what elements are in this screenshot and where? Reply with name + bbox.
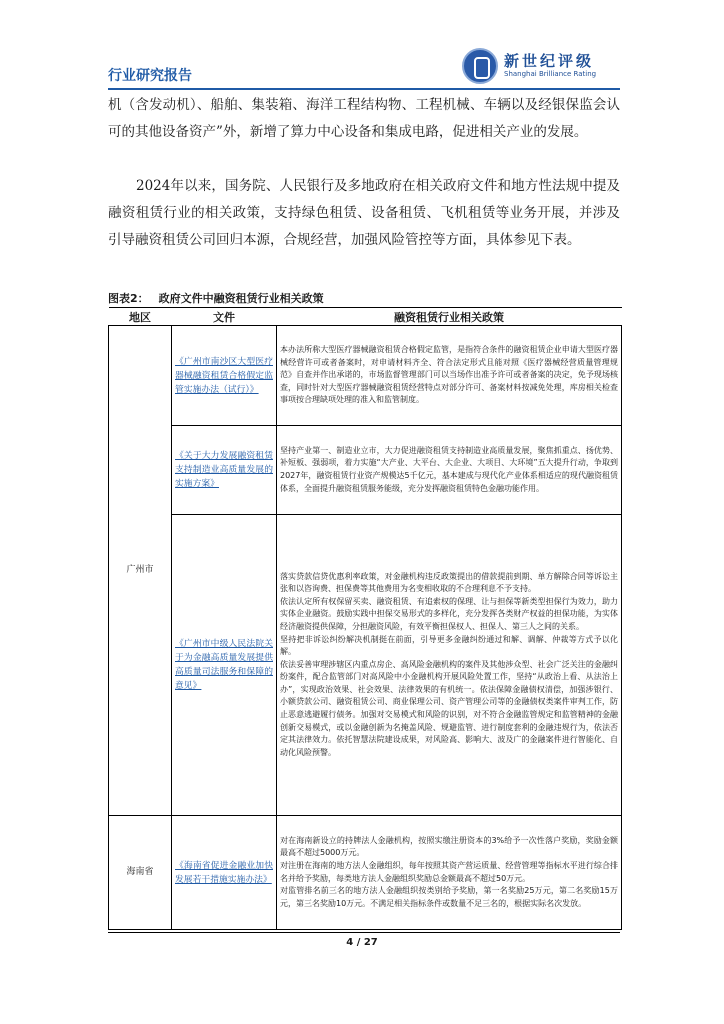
file-link[interactable]: 《海南省促进金融业加快发展若干措施实施办法》 [172,816,277,930]
footer-divider [108,932,620,933]
header-region: 地区 [109,308,172,326]
logo-emblem-icon [462,48,498,84]
region-guangzhou: 广州市 [109,326,172,816]
header-divider [108,88,620,90]
file-link[interactable]: 《广州市中级人民法院关于为金融高质量发展提供高质量司法服务和保障的意见》 [172,515,277,816]
caption-title: 政府文件中融资租赁行业相关政策 [158,292,324,305]
body-paragraph-2: 2024年以来，国务院、人民银行及多地政府在相关政府文件和地方性法规中提及融资租赁行业的相关政策，支持绿色租赁、设备租赁、飞机租赁等业务开展，并涉及引导融资租赁公司回归本源，合规经营，加强风险管控等方面，具体参见下表。 [108,178,620,248]
header-file: 文件 [172,308,277,326]
logo-chinese-name: 新世纪评级 [504,52,595,70]
file-link[interactable]: 《广州市南沙区大型医疗器械融资租赁合格假定监管实施办法（试行）》 [172,326,277,426]
policy-text: 本办法所称大型医疗器械融资租赁合格假定监管，是指符合条件的融资租赁企业申请大型医疗器械经营许可或者备案时，对申请材料齐全、符合法定形式且能对照《医疗器械经营质量管理规范》自查并作出承诺的，市场监督管理部门可以当场作出准予许可或者备案的决定，免予现场核查，同时针对大型医疗器械融资租赁经营特点对部分许可、备案材料按减免处理，库房相关检查事项按合理缺项处理的准入和监管制度。 [277,326,622,426]
body-paragraph-1: 机（含发动机）、船舶、集装箱、海洋工程结构物、工程机械、车辆以及经银保监会认可的其他设备资产”外，新增了算力中心设备和集成电路，促进相关产业的发展。 [108,97,620,140]
policy-text: 对在海南新设立的持牌法人金融机构，按照实缴注册资本的3%给予一次性落户奖励，奖励金额最高不超过5000万元。 对注册在海南的地方法人金融组织，每年按照其资产营运质量、经营管理等指标水平进行综合排名并给予奖励，每类地方法人金融组织奖励总金额最高不超过50万元。 对监管排名前三名的地方法人金融组织按类别给予奖励，第一名奖励25万元，第二名奖励15万元，第三名奖励10万元。不满足相关指标条件或数量不足三名的，根据实际名次发放。 [277,816,622,930]
table-row [109,426,622,515]
report-type-title: 行业研究报告 [108,68,192,84]
policy-table [108,307,622,930]
table-row [109,326,622,426]
region-hainan: 海南省 [109,816,172,930]
file-link[interactable]: 《关于大力发展融资租赁支持制造业高质量发展的实施方案》 [172,426,277,515]
table-header-row [109,308,622,326]
caption-label: 图表2： [108,292,149,305]
table-caption [108,290,324,306]
logo-english-name: Shanghai Brilliance Rating [504,70,597,78]
page-number: 4 / 27 [346,937,378,948]
policy-text: 落实贷款信贷优惠利率政策，对金融机构违反政策提出的借款提前到期、单方解除合同等诉讼主张和以咨询费、担保费等其他费用为名变相收取的不合理利息不予支持。 依法认定所有权保留买卖、融资租赁、有追索权的保理、让与担保等新类型担保行为效力，助力实体企业融资。鼓励实践中担保交易形式的多样化，充分发挥各类财产权益的担保功能，为实体经济融资提供保障，分担融资风险，有效平衡担保权人、担保人、第三人之间的关系。 坚持把非诉讼纠纷解决机制挺在前面，引导更多金融纠纷通过和解、调解、仲裁等方式予以化解。 依法妥善审理涉辖区内重点房企、高风险金融机构的案件及其他涉众型、社会广泛关注的金融纠纷案件，配合监管部门对高风险中小金融机构开展风险处置工作，坚持“从政治上看、从法治上办”，实现政治效果、社会效果、法律效果的有机统一。依法保障金融债权清偿，加强涉银行、小额贷款公司、融资租赁公司、商业保理公司、资产管理公司等的金融债权类案件审判工作，防止恶意逃避履行债务。加强对交易模式和风险的识别，对不符合金融监管规定和监管精神的金融创新交易模式，或以金融创新为名掩盖风险、规避监管、进行制度套利的金融违规行为，依法否定其法律效力。依托智慧法院建设成果，对风险高、影响大、波及广的金融案件进行智能化、自动化风险预警。 [277,515,622,816]
table-row [109,515,622,816]
brand-logo [462,48,622,88]
header-policy: 融资租赁行业相关政策 [277,308,622,326]
table-row [109,816,622,930]
policy-text: 坚持产业第一、制造业立市，大力促进融资租赁支持制造业高质量发展，聚焦抓重点、扬优势、补短板、强弱项，着力实施“大产业、大平台、大企业、大项目、大环境”五大提升行动，争取到2027年，融资租赁行业资产规模达5千亿元，基本建成与现代化产业体系相适应的现代融资租赁体系，全面提升融资租赁服务能级，充分发挥融资租赁特色金融功能作用。 [277,426,622,515]
